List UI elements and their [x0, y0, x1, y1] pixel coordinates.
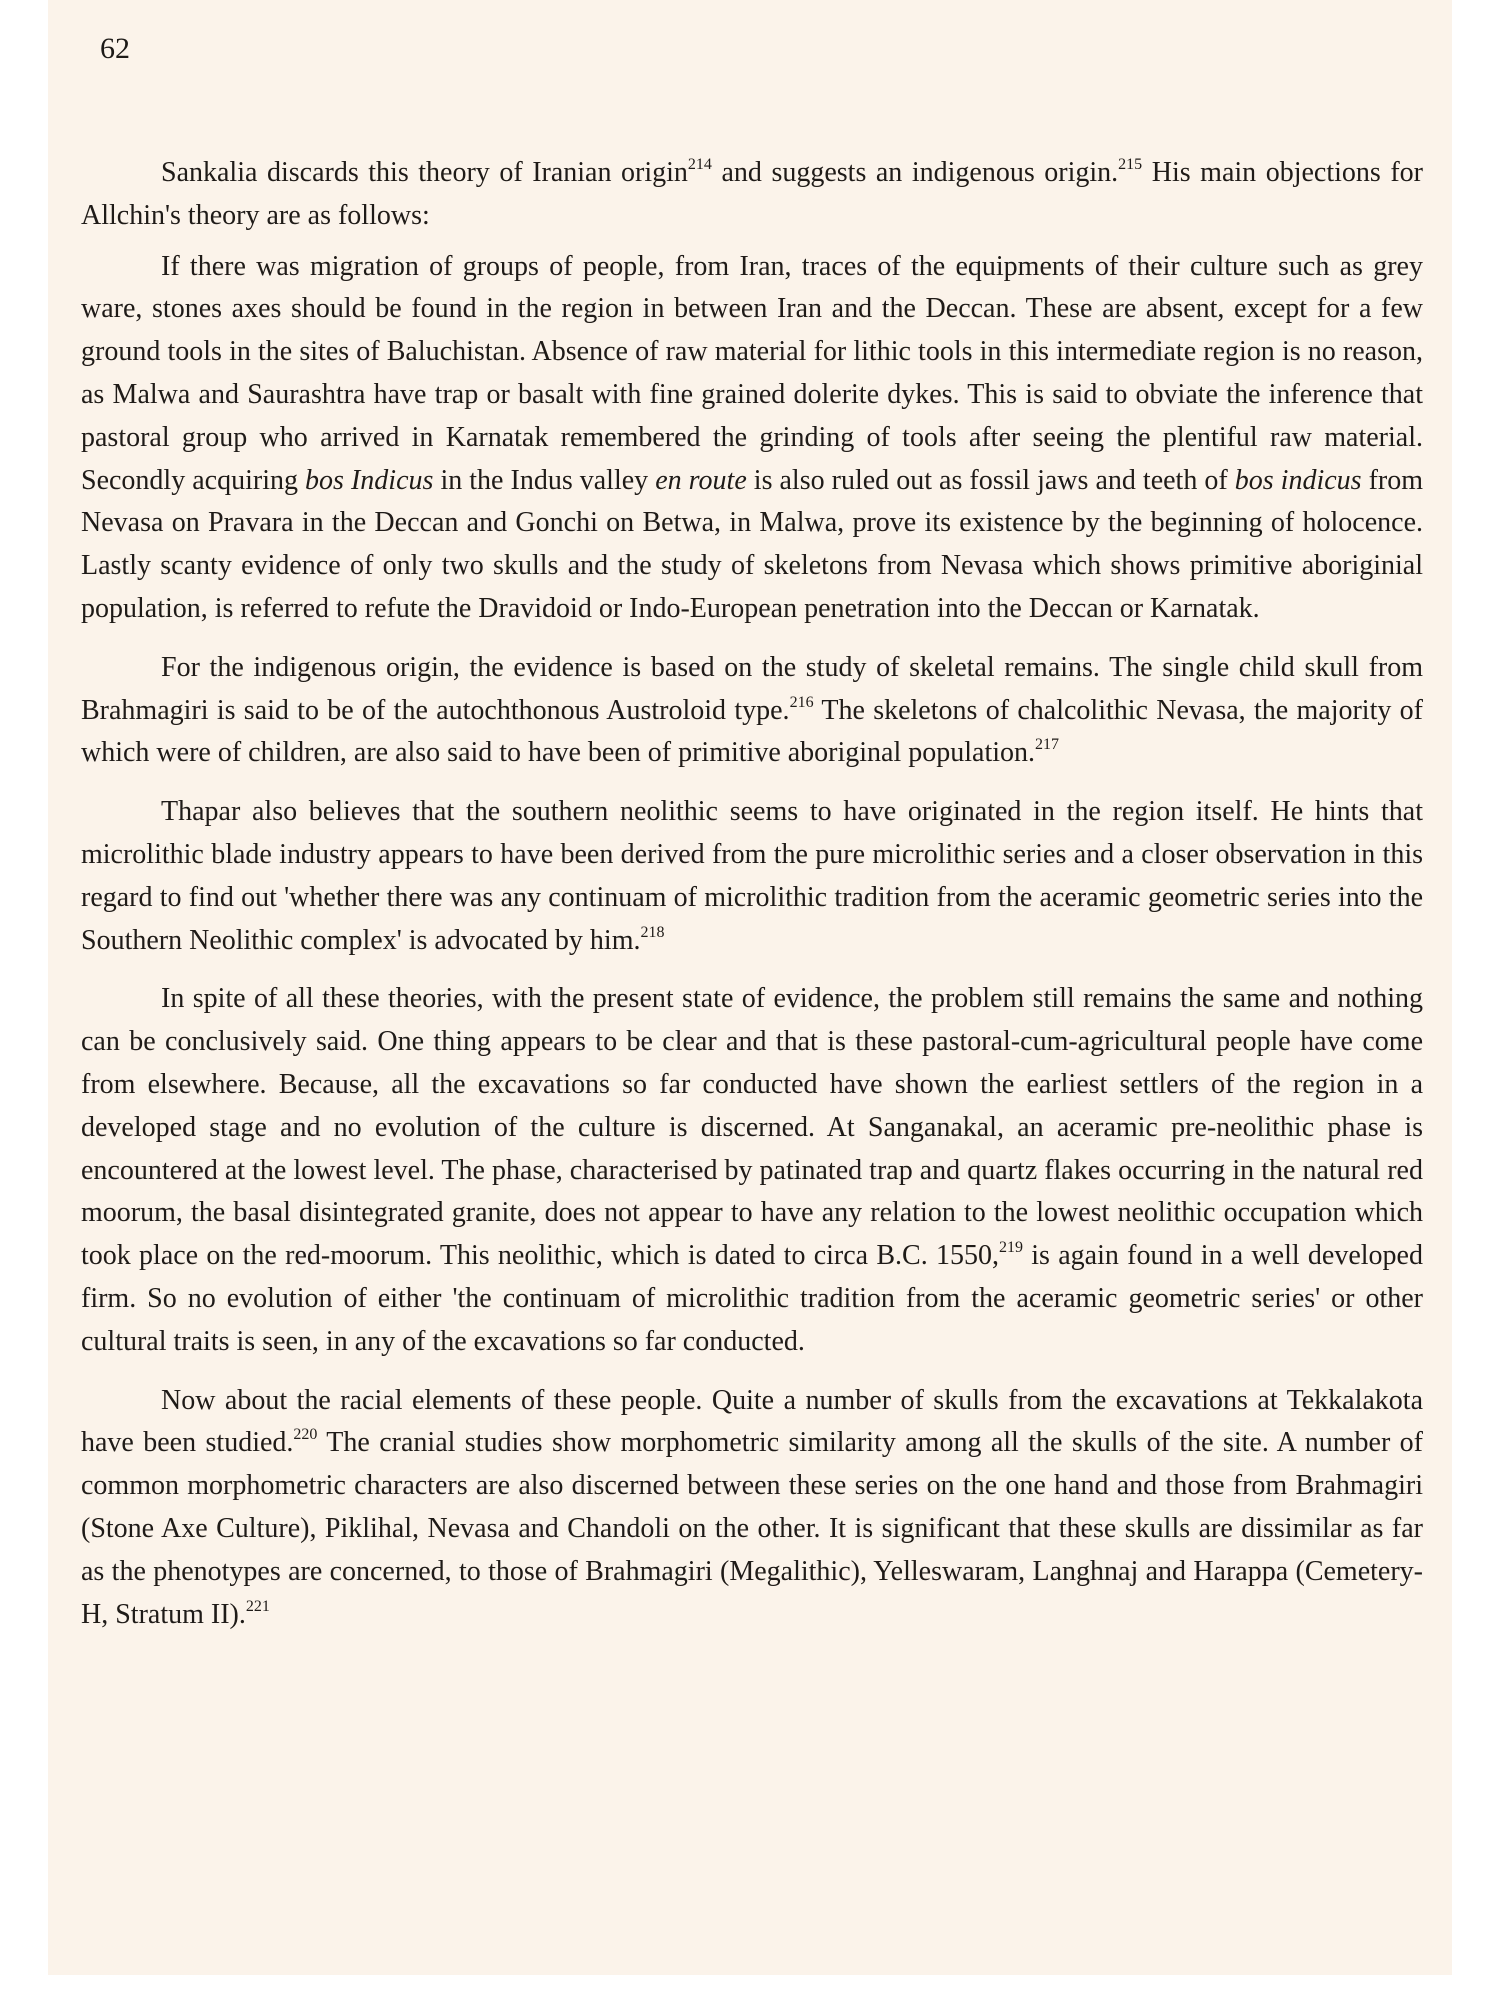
page-number: 62	[100, 32, 130, 65]
paragraph	[81, 791, 1423, 962]
footnote-ref: 221	[245, 1597, 270, 1615]
text-run: in the Indus valley	[433, 464, 656, 496]
text-run: The cranial studies show morphometric similarity among all the skulls of the site. A number of common morphometric characters are also discerned between these series on the one hand and those from Brahmagiri (Stone Axe Culture), Piklihal, Nevasa and Chandoli on the other. It is significant that these skulls are dissimilar as far as the phenotypes are concerned, to those of Brahmagiri (Megalithic), Yelleswaram, Langhnaj and Harappa (Cemetery-H, Stratum II).	[81, 1427, 1424, 1630]
text-run: If there was migration of groups of people, from Iran, traces of the equipments of their culture such as grey ware, stones axes should be found in the region in between Iran and the Deccan. These are absent, except for a few ground tools in the sites of Baluchistan. Absence of raw material for lithic tools in this intermediate region is no reason, as Malwa and Saurashtra have trap or basalt with fine grained dolerite dykes. This is said to obviate the inference that pastoral group who arrived in Karnatak remembered the grinding of tools after seeing the plentiful raw material. Secondly acquiring	[81, 250, 1423, 496]
paragraph	[81, 246, 1423, 631]
footnote-ref: 218	[640, 923, 665, 941]
footnote-ref: 220	[293, 1426, 318, 1444]
text-run: from Nevasa on Pravara in the Deccan and Gonchi on Betwa, in Malwa, prove its existence by the beginning of holocence. Lastly scanty evidence of only two skulls and the study of skeletons from Nevasa which shows primitive aboriginial population, is referred to refute the Dravidoid or Indo-European penetration into the Deccan or Karnatak.	[81, 464, 1424, 624]
italic-term: bos Indicus	[305, 464, 434, 496]
italic-term: en route	[655, 464, 747, 496]
text-run: is also ruled out as fossil jaws and teeth of	[746, 464, 1235, 496]
text-run: and suggests an indigenous origin.	[711, 157, 1119, 188]
paragraph	[81, 152, 1423, 238]
paragraph	[81, 647, 1423, 775]
text-run: In spite of all these theories, with the present state of evidence, the problem still remains the same and nothing can be conclusively said. One thing appears to be clear and that is these pastoral-cum-agricultural people have come from elsewhere. Because, all the excavations so far conducted have shown the earliest settlers of the region in a developed stage and no evolution of the culture is discerned. At Sanganakal, an aceramic pre-neolithic phase is encountered at the lowest level. The phase, characterised by patinated trap and quartz flakes occurring in the natural red moorum, the basal disintegrated granite, does not appear to have any relation to the lowest neolithic occupation which took place on the red-moorum. This neolithic, which is dated to circa B.C. 1550,	[81, 983, 1423, 1272]
document-page	[48, 0, 1452, 1975]
text-run: The skeletons of chalcolithic Nevasa, the majority of which were of children, are also said to have been of primitive aboriginal population.	[81, 694, 1423, 769]
paragraph	[81, 978, 1423, 1363]
footnote-ref: 214	[687, 156, 712, 173]
text-run: Sankalia discards this theory of Iranian origin	[161, 157, 688, 188]
text-run: Thapar also believes that the southern neolithic seems to have originated in the region itself. He hints that microlithic blade industry appears to have been derived from the pure microlithic series and a closer observation in this regard to find out 'whether there was any continuam of microlithic tradition from the aceramic geometric series into the Southern Neolithic complex' is advocated by him.	[81, 796, 1423, 956]
text-run: For the indigenous origin, the evidence is based on the study of skeletal remains. The single child skull from Brahmagiri is said to be of the autochthonous Austroloid type.	[81, 651, 1423, 726]
italic-term: bos indicus	[1234, 464, 1362, 496]
text-run: His main objections for Allchin's theory are as follows:	[81, 157, 1423, 231]
text-run: Now about the racial elements of these people. Quite a number of skulls from the excavations at Tekkalakota have been studied.	[81, 1384, 1423, 1459]
body-text	[81, 152, 1423, 1652]
footnote-ref: 219	[999, 1239, 1023, 1257]
text-run: is again found in a well developed firm. So no evolution of either 'the continuam of microlithic tradition from the aceramic geometric series' or other cultural traits is seen, in any of the excavations so far conducted.	[81, 1240, 1423, 1357]
footnote-ref: 217	[1035, 736, 1060, 754]
footnote-ref: 216	[789, 693, 814, 711]
footnote-ref: 215	[1118, 156, 1143, 173]
paragraph	[81, 1380, 1423, 1637]
